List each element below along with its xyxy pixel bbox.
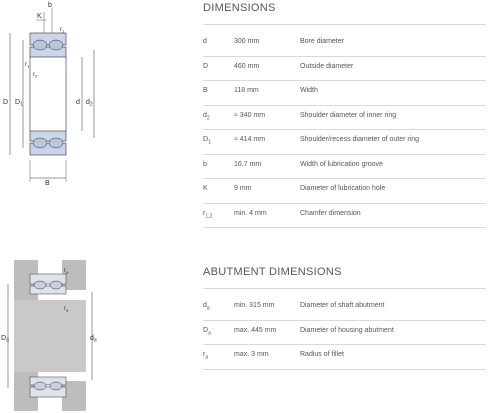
abutment-cross-section-drawing xyxy=(0,258,110,413)
label-d2: $d_2$ xyxy=(86,99,93,108)
dimension-symbol: $D_1$ xyxy=(203,136,211,146)
table-divider xyxy=(203,178,486,179)
dimension-symbol: d xyxy=(203,38,207,45)
table-divider xyxy=(203,320,486,321)
label-b: b xyxy=(48,2,52,9)
table-divider xyxy=(203,344,486,345)
table-row xyxy=(203,136,486,150)
dimension-value: 118 mm xyxy=(234,87,259,94)
dimension-description: Width of lubrication groove xyxy=(300,160,383,168)
table-row xyxy=(203,63,486,77)
label-r1: $r_1$ xyxy=(60,27,65,34)
table-divider xyxy=(203,203,486,204)
dimension-value: 300 mm xyxy=(234,38,260,45)
label-ra-top: $r_a$ xyxy=(64,268,69,275)
dimension-symbol: $r_{1,2}$ xyxy=(203,209,213,219)
dimension-value: max. 3 mm xyxy=(234,351,269,358)
dimension-symbol: $d_2$ xyxy=(203,111,210,121)
dimension-value: 16.7 mm xyxy=(234,160,262,168)
label-D: D xyxy=(3,99,9,106)
dimension-symbol: b xyxy=(203,160,207,168)
dimension-description: Bore diameter xyxy=(300,38,344,45)
dimension-value: min. 4 mm xyxy=(234,209,267,217)
dimension-description: Diameter of lubrication hole xyxy=(300,185,386,192)
label-r1-left: $r_1$ xyxy=(25,62,30,69)
bearing-cross-section-drawing xyxy=(0,0,110,200)
label-da: $d_a$ xyxy=(90,335,97,344)
table-row xyxy=(203,327,486,341)
dimension-description: Diameter of shaft abutment xyxy=(300,302,385,309)
table-row xyxy=(203,185,486,199)
label-D1: $D_1$ xyxy=(15,99,23,108)
dimension-description: Diameter of housing abutment xyxy=(300,326,394,334)
dimension-symbol: $D_a$ xyxy=(203,326,211,336)
dimension-value: ≈ 340 mm xyxy=(234,111,266,119)
table-divider xyxy=(203,227,486,228)
dimension-value: 9 mm xyxy=(234,185,252,192)
dimension-description: Outside diameter xyxy=(300,62,354,70)
table-divider xyxy=(203,56,486,57)
table-divider xyxy=(203,369,486,370)
abutment-dimensions-heading: ABUTMENT DIMENSIONS xyxy=(203,266,342,278)
table-row xyxy=(203,112,486,126)
table-divider xyxy=(203,154,486,155)
dimension-symbol: $d_a$ xyxy=(203,302,210,312)
dimension-symbol: D xyxy=(203,62,209,70)
dimension-symbol: B xyxy=(203,87,208,94)
dimension-value: min. 315 mm xyxy=(234,302,275,309)
table-row xyxy=(203,38,486,52)
dimension-description: Radius of fillet xyxy=(300,351,344,358)
label-d: d xyxy=(76,99,80,106)
dimension-description: Shoulder/recess diameter of outer ring xyxy=(300,136,420,143)
table-row xyxy=(203,87,486,101)
table-divider xyxy=(203,80,486,81)
table-row xyxy=(203,210,486,224)
label-K: K xyxy=(37,13,42,20)
table-divider xyxy=(203,24,486,25)
dimension-value: 460 mm xyxy=(234,62,260,70)
table-divider xyxy=(203,129,486,130)
table-row xyxy=(203,161,486,175)
label-B: B xyxy=(45,180,50,187)
dimension-symbol: $r_a$ xyxy=(203,351,209,361)
table-divider xyxy=(203,288,486,289)
dimension-description: Chamfer dimension xyxy=(300,209,361,217)
dimension-description: Shoulder diameter of inner ring xyxy=(300,111,397,119)
dimension-value: max. 445 mm xyxy=(234,326,277,334)
dimensions-heading: DIMENSIONS xyxy=(203,2,276,14)
dimension-description: Width xyxy=(300,87,318,94)
table-row xyxy=(203,302,486,316)
label-Da: $D_a$ xyxy=(1,335,9,344)
table-row xyxy=(203,351,486,365)
label-ra-mid: $r_a$ xyxy=(64,306,69,313)
label-r2: $r_2$ xyxy=(33,72,38,79)
dimension-symbol: K xyxy=(203,185,208,192)
table-divider xyxy=(203,105,486,106)
dimension-value: ≈ 414 mm xyxy=(234,136,266,143)
